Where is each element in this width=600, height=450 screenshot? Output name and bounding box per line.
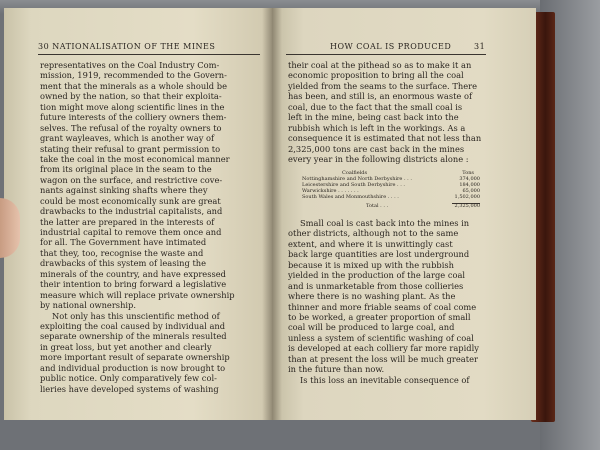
coalfields-table bbox=[302, 170, 480, 209]
text-line: their intention to bring forward a legislative bbox=[40, 279, 227, 290]
table-cell-tons: 1,502,000 bbox=[454, 194, 480, 200]
text-line: and is unmarketable from those collieries bbox=[288, 280, 464, 291]
text-line: measure which will replace private ownership bbox=[40, 289, 235, 300]
text-line: their coal at the pithead so as to make it an bbox=[288, 60, 472, 70]
text-line: wagon on the surface, and restrictive cove- bbox=[40, 174, 223, 185]
table-cell-coalfield: Nottinghamshire and North Derbyshire . . . bbox=[302, 176, 412, 182]
table-total-value: 2,325,000 bbox=[454, 203, 480, 209]
right-page-header: HOW COAL IS PRODUCED bbox=[330, 42, 452, 51]
table-total-row bbox=[302, 203, 480, 209]
text-line: Is this loss an inevitable consequence of bbox=[300, 374, 470, 385]
table-header-coalfields: Coalfields bbox=[342, 170, 368, 176]
text-line: left in the mine, being cast back into the bbox=[288, 112, 459, 123]
text-line: is developed at each colliery far more rapidly bbox=[288, 343, 479, 354]
right-page-text-top bbox=[288, 60, 481, 164]
text-line: because it is mixed up with the rubbish bbox=[288, 259, 454, 270]
text-line: coal will be produced to large coal, and bbox=[288, 322, 455, 333]
text-line: 2,325,000 tons are cast back in the mines bbox=[288, 143, 465, 154]
text-line: could be most economically sunk are great bbox=[40, 195, 221, 206]
text-line: in the future than now. bbox=[288, 364, 385, 375]
table-header-tons: Tons bbox=[462, 170, 474, 176]
text-line: stating their refusal to grant permission to bbox=[40, 143, 221, 154]
left-header-rule bbox=[38, 54, 260, 55]
text-line: lieries have developed systems of washing bbox=[40, 383, 219, 394]
text-line: economic proposition to bring all the coal bbox=[288, 70, 464, 81]
text-line: future interests of the colliery owners them- bbox=[40, 112, 227, 123]
text-line: drawbacks of this system of leasing the bbox=[40, 258, 207, 269]
text-line: grant wayleaves, which is another way of bbox=[40, 133, 215, 144]
right-page-number: 31 bbox=[474, 42, 486, 51]
text-line: selves. The refusal of the royalty owners to bbox=[40, 122, 222, 133]
text-line: more important result of separate ownership bbox=[40, 352, 230, 363]
text-line: extent, and where it is unwittingly cast bbox=[288, 238, 453, 249]
table-cell-tons: 184,000 bbox=[459, 182, 480, 188]
text-line: coal, due to the fact that the small coal is bbox=[288, 101, 463, 112]
table-cell-tons: 374,000 bbox=[459, 176, 480, 182]
left-page-text bbox=[40, 60, 235, 394]
table-cell-coalfield: South Wales and Monmouthshire . . . . bbox=[302, 194, 399, 200]
text-line: tion might move along scientific lines in the bbox=[40, 101, 225, 112]
table-cell-coalfield: Warwickshire . . . . . . . bbox=[302, 188, 359, 194]
text-line: representatives on the Coal Industry Com- bbox=[40, 60, 220, 70]
text-line: industrial capital to remove them once and bbox=[40, 227, 222, 237]
text-line: where there is no washing plant. As the bbox=[288, 291, 456, 302]
book-gutter bbox=[262, 8, 282, 420]
text-line: to be worked, a greater proportion of small bbox=[288, 311, 471, 322]
text-line: that they, too, recognise the waste and bbox=[40, 247, 204, 258]
text-line: separate ownership of the minerals resulted bbox=[40, 331, 227, 342]
table-row bbox=[302, 194, 480, 200]
text-line: yielded from the seams to the surface. There bbox=[288, 80, 477, 91]
text-line: take the coal in the most economical manner bbox=[40, 153, 230, 164]
text-line: mission, 1919, recommended to the Govern- bbox=[40, 70, 227, 81]
left-page bbox=[4, 8, 274, 420]
text-line: rubbish which is left in the workings. As a bbox=[288, 122, 466, 133]
text-line: thinner and more friable seams of coal come bbox=[288, 301, 477, 312]
text-line: Small coal is cast back into the mines in bbox=[300, 218, 470, 228]
text-line: and individual production is now brought to bbox=[40, 362, 226, 373]
table-cell-coalfield: Leicestershire and South Derbyshire . . . bbox=[302, 182, 406, 188]
text-line: drawbacks to the industrial capitalists, and bbox=[40, 206, 223, 217]
right-header-rule bbox=[286, 54, 486, 55]
text-line: in great loss, but yet another and clearly bbox=[40, 341, 212, 352]
text-line: unless a system of scientific washing of coal bbox=[288, 332, 474, 343]
text-line: by national ownership. bbox=[40, 300, 137, 311]
right-page bbox=[272, 8, 536, 420]
text-line: public notice. Only comparatively few col- bbox=[40, 373, 217, 384]
text-line: every year in the following districts alone : bbox=[288, 153, 469, 164]
text-line: other districts, although not to the same bbox=[288, 228, 459, 239]
text-line: has been, and still is, an enormous waste of bbox=[288, 91, 473, 102]
text-line: minerals of the country, and have expressed bbox=[40, 268, 226, 279]
right-page-text-bottom bbox=[288, 218, 479, 385]
text-line: owned by the nation, so that their exploita- bbox=[40, 91, 222, 102]
text-line: than at present the loss will be much greater bbox=[288, 353, 478, 364]
table-cell-tons: 65,000 bbox=[462, 188, 480, 194]
table-rows bbox=[302, 176, 480, 200]
text-line: ment that the minerals as a whole should be bbox=[40, 80, 227, 91]
text-line: the latter are prepared in the interests of bbox=[40, 216, 215, 227]
left-page-header: 30 NATIONALISATION OF THE MINES bbox=[38, 42, 216, 51]
text-line: nants against sinking shafts where they bbox=[40, 185, 208, 196]
text-line: Not only has this unscientific method of bbox=[52, 310, 220, 321]
text-line: yielded in the production of the large coal bbox=[288, 270, 466, 281]
open-book bbox=[0, 8, 560, 423]
text-line: for all. The Government have intimated bbox=[40, 237, 207, 248]
text-line: back large quantities are lost underground bbox=[288, 249, 470, 260]
text-line: exploiting the coal caused by individual and bbox=[40, 320, 226, 331]
table-total-label: Total . . . bbox=[366, 203, 389, 209]
text-line: consequence it is estimated that not less than bbox=[288, 133, 482, 144]
text-line: from its original place in the seam to the bbox=[40, 164, 212, 175]
